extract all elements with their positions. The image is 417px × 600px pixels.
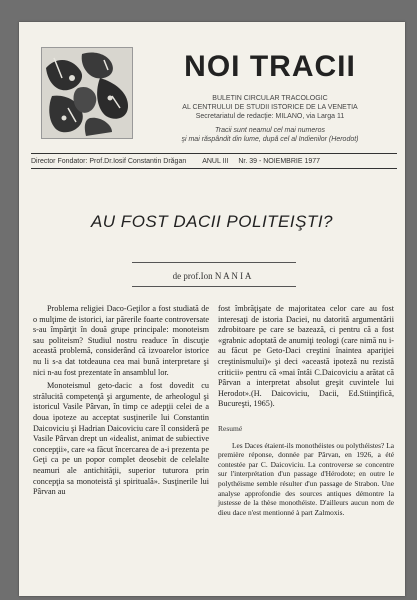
director-line — [31, 158, 397, 165]
article-paragraph: Monoteismul geto-dacic a fost dovedit cu strălucită competenţă şi argumente, de arheologul şi istoricul Vasile Pârvan, în timp ce adepţii celei de a doua ipoteze au acceptat susţinerile lui Constantin Daicoviciu şi Hadrian Daicoviciu care îl considerã pe Vasile Pârvan drept un «idealist, animat de subiective concepţii», care «a făcut încercarea de a-i prezenta pe Geţi ca pe un popor complet deosebit de celelalte neamuri ale antichităţii, superior tuturora prin concepţia sa monoteistă şi spirituală». Susţinerile lui Pârvan au — [33, 381, 209, 497]
masthead-subtitle-1: BULETIN CIRCULAR TRACOLOGIC — [212, 95, 328, 102]
issue-year: ANUL III — [202, 158, 229, 165]
masthead-title: NOI TRACII — [184, 50, 356, 83]
article-byline: de prof.Ion N A N I A — [172, 271, 252, 281]
masthead-subtitle-2: AL CENTRULUI DE STUDII ISTORICE DE LA VENETIA — [182, 104, 358, 111]
article-title: AU FOST DACII POLITEIŞTI? — [90, 212, 334, 231]
masthead-motto-2: şi mai răspândit din lume, după cel al Indienilor (Herodot) — [181, 136, 359, 143]
director-name: Director Fondator: Prof.Dr.Iosif Constantin Drăgan — [31, 158, 187, 165]
article-column-right — [218, 304, 394, 520]
header-rule-bottom — [31, 168, 397, 169]
masthead-relief-image — [41, 47, 133, 139]
resume-label: Resumé — [218, 423, 243, 433]
byline-rule — [132, 286, 296, 287]
header-rule-top — [31, 153, 397, 154]
title-rule — [132, 262, 296, 263]
article-column-left — [33, 304, 209, 501]
resume-text: Les Daces étaient-ils monothéistes ou polythéistes? La première réponse, donnée par Pârvan, en 1926, a été contestée par C. Daicoviciu. La controverse se concentre sur l'interprétation d'un passage d'Hérodote; en outre le polythéisme semble résulter d'un passage de Strabon. Une analyse approfondie des sources antiques démontre la justesse de la thèse monothéiste. D'ailleurs aucun nom de dieu dace n'est mentionné à part Zalmoxis. — [218, 440, 394, 517]
masthead-subtitle-3: Secretariatul de redacţie: MILANO, via Larga 11 — [195, 113, 345, 120]
masthead-motto-1: Tracii sunt neamul cel mai numeros — [215, 127, 325, 134]
newsletter-page — [19, 22, 405, 596]
article-paragraph: fost îmbrăţişate de majoritatea celor care au fost interesaţi de istoria Daciei, nu datorită argumentării zdrobitoare pe care se bazează, ci pentru că a fost «grabnic adoptată de anumiţi teologi (care nimă nu i-au făcut pe Geto-Daci creştini înaintea apariţiei creştinismului)» şi deci «această ipoteză nu rezistă criticii» pentru că «mai întâi C.Daicoviciu a arătat că Pârvan a interpretat absolut greşit cuvintele lui Herodot».(H. Daicoviciu, Dacii, Ed.Stiinţifică, Bucureşti, 1965). — [218, 304, 394, 409]
issue-number: Nr. 39 - NOIEMBRIE 1977 — [238, 158, 321, 165]
article-paragraph: Problema religiei Daco-Geţilor a fost studiată de o mulţime de istorici, iar părerile foarte controversate s-au împărţit în două grupe principale: monoteism sau politeism? Studiul nostru readuce în discuţie această problemă, considerând că izvoarelor istorice nu li s-a dat totdeauna cea mai bună interpretare şi nici n-au fost prezentate în ansamblul lor. — [33, 304, 209, 377]
